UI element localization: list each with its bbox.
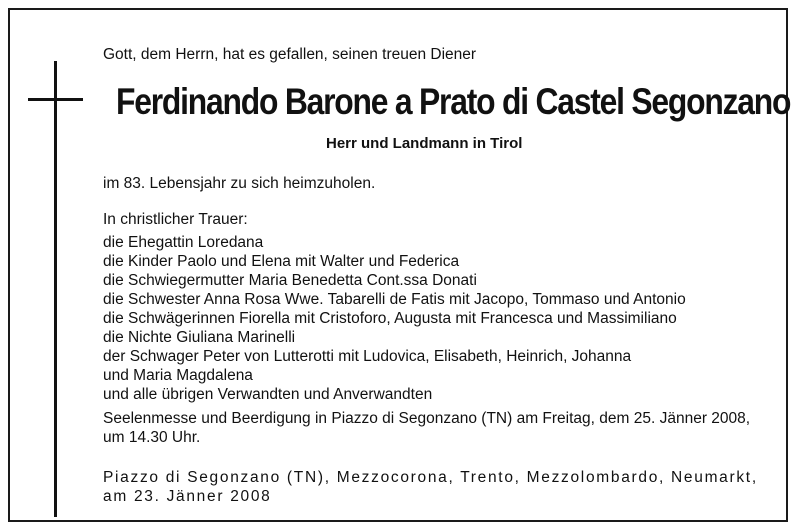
mourner-line: die Schwägerinnen Fiorella mit Cristoforo, Augusta mit Francesca und Massimiliano [103,310,677,327]
mourner-line: die Ehegattin Loredana [103,234,264,251]
cross-vertical-bar [54,61,57,517]
mourner-line: und Maria Magdalena [103,367,253,384]
mourner-line: die Nichte Giuliana Marinelli [103,329,296,346]
deceased-name: Ferdinando Barone a Prato di Castel Segonzano [116,81,791,122]
deceased-title: Herr und Landmann in Tirol [326,135,523,152]
funeral-mass-info: Seelenmesse und Beerdigung in Piazzo di Segonzano (TN) am Freitag, dem 25. Jänner 2008, um 14.30 Uhr. [103,410,751,446]
mourner-line: die Schwiegermutter Maria Benedetta Cont.ssa Donati [103,272,477,289]
mourners-list [103,233,686,404]
mourner-line: die Schwester Anna Rosa Wwe. Tabarelli de Fatis mit Jacopo, Tommaso und Antonio [103,291,686,308]
mourning-heading: In christlicher Trauer: [103,211,248,228]
mourner-line: die Kinder Paolo und Elena mit Walter und Federica [103,253,460,270]
intro-text: Gott, dem Herrn, hat es gefallen, seinen treuen Diener [103,46,477,63]
age-line: im 83. Lebensjahr zu sich heimzuholen. [103,175,376,192]
place-and-date: Piazzo di Segonzano (TN), Mezzocorona, Trento, Mezzolombardo, Neumarkt, am 23. Jänner 2008 [103,469,758,505]
mourner-line: und alle übrigen Verwandten und Anverwandten [103,386,433,403]
mourner-line: der Schwager Peter von Lutterotti mit Ludovica, Elisabeth, Heinrich, Johanna [103,348,632,365]
cross-horizontal-bar [28,98,83,101]
